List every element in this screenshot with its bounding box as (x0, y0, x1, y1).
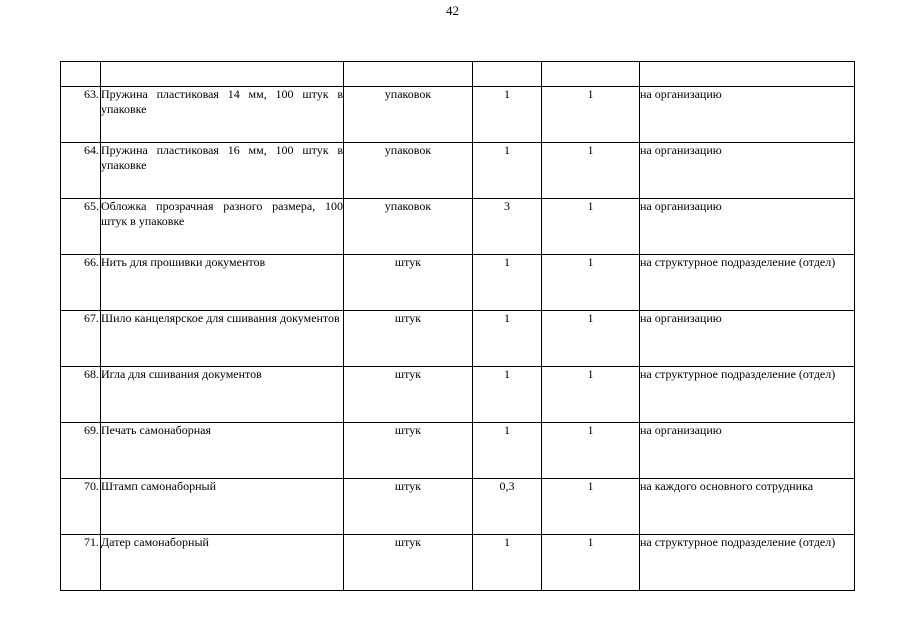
item-term: 1 (542, 535, 640, 591)
item-unit: штук (344, 479, 473, 535)
item-quantity: 1 (473, 423, 542, 479)
item-quantity: 3 (473, 199, 542, 255)
item-name: Игла для сшивания документов (101, 367, 344, 423)
item-unit: упаковок (344, 87, 473, 143)
row-number: 71. (61, 535, 101, 591)
item-unit: штук (344, 423, 473, 479)
item-term: 1 (542, 367, 640, 423)
item-note: на организацию (640, 423, 855, 479)
item-note: на организацию (640, 311, 855, 367)
item-unit: штук (344, 311, 473, 367)
supplies-table (60, 61, 855, 591)
item-quantity: 1 (473, 535, 542, 591)
item-name: Печать самонаборная (101, 423, 344, 479)
item-note: на организацию (640, 199, 855, 255)
row-number: 68. (61, 367, 101, 423)
item-note: на структурное подразделение (отдел) (640, 367, 855, 423)
item-quantity: 1 (473, 367, 542, 423)
item-note: на каждого основного сотрудника (640, 479, 855, 535)
item-quantity: 1 (473, 143, 542, 199)
item-name: Нить для прошивки документов (101, 255, 344, 311)
table-row (61, 143, 855, 199)
page-number: 42 (446, 3, 459, 18)
table-row (61, 479, 855, 535)
row-number: 63. (61, 87, 101, 143)
item-name: Пружина пластиковая 16 мм, 100 штук в упаковке (101, 143, 344, 199)
item-quantity: 0,3 (473, 479, 542, 535)
row-number: 66. (61, 255, 101, 311)
item-term: 1 (542, 87, 640, 143)
item-unit: штук (344, 367, 473, 423)
header-cell-note (640, 62, 855, 87)
header-cell-term (542, 62, 640, 87)
header-cell-num (61, 62, 101, 87)
item-term: 1 (542, 255, 640, 311)
item-term: 1 (542, 423, 640, 479)
item-name: Штамп самонаборный (101, 479, 344, 535)
item-unit: штук (344, 255, 473, 311)
table-header-row (61, 62, 855, 87)
row-number: 67. (61, 311, 101, 367)
item-quantity: 1 (473, 87, 542, 143)
table-row (61, 367, 855, 423)
item-term: 1 (542, 311, 640, 367)
item-unit: упаковок (344, 199, 473, 255)
item-name: Обложка прозрачная разного размера, 100 штук в упаковке (101, 199, 344, 255)
item-term: 1 (542, 479, 640, 535)
item-note: на организацию (640, 143, 855, 199)
item-note: на организацию (640, 87, 855, 143)
table-row (61, 535, 855, 591)
header-cell-unit (344, 62, 473, 87)
table-row (61, 423, 855, 479)
item-term: 1 (542, 143, 640, 199)
row-number: 65. (61, 199, 101, 255)
header-cell-name (101, 62, 344, 87)
item-unit: упаковок (344, 143, 473, 199)
table-row (61, 255, 855, 311)
item-name: Датер самонаборный (101, 535, 344, 591)
item-note: на структурное подразделение (отдел) (640, 255, 855, 311)
header-cell-qty (473, 62, 542, 87)
item-unit: штук (344, 535, 473, 591)
item-quantity: 1 (473, 255, 542, 311)
row-number: 69. (61, 423, 101, 479)
item-quantity: 1 (473, 311, 542, 367)
item-name: Шило канцелярское для сшивания документов (101, 311, 344, 367)
item-note: на структурное подразделение (отдел) (640, 535, 855, 591)
row-number: 70. (61, 479, 101, 535)
item-name: Пружина пластиковая 14 мм, 100 штук в упаковке (101, 87, 344, 143)
item-term: 1 (542, 199, 640, 255)
table-row (61, 87, 855, 143)
table-row (61, 199, 855, 255)
table-row (61, 311, 855, 367)
row-number: 64. (61, 143, 101, 199)
